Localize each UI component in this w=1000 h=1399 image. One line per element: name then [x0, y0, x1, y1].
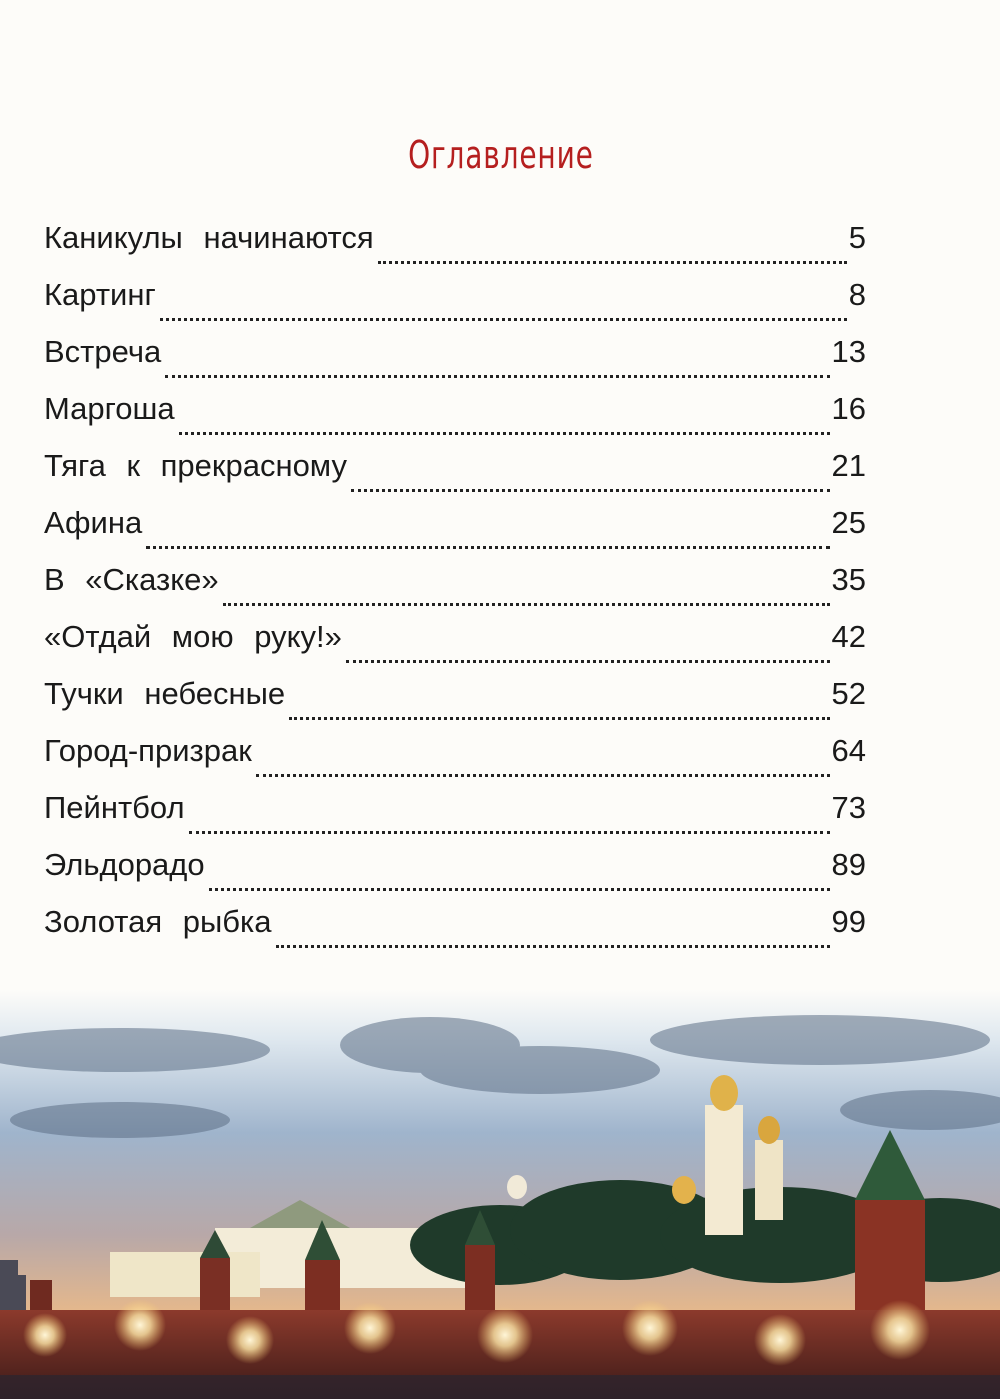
toc-entry-page: 16 — [831, 391, 866, 426]
toc-entry-page: 13 — [831, 334, 866, 369]
kremlin-night-illustration — [0, 990, 1000, 1399]
toc-entry-page: 52 — [831, 676, 866, 711]
dot-leader — [189, 831, 830, 834]
toc-entry-page: 5 — [848, 220, 866, 255]
dot-leader — [165, 375, 829, 378]
dot-leader — [179, 432, 830, 435]
toc-entry-title: Золотая рыбка — [44, 904, 272, 939]
toc-entry-title: Каникулы начинаются — [44, 220, 374, 255]
toc-entry-title: В «Сказке» — [44, 562, 219, 597]
toc-entry[interactable] — [44, 334, 866, 391]
toc-entry[interactable] — [44, 220, 866, 277]
toc-entry-title: Афина — [44, 505, 143, 540]
toc-entry[interactable] — [44, 562, 866, 619]
toc-entry[interactable] — [44, 619, 866, 676]
dot-leader — [146, 546, 829, 549]
toc-entry[interactable] — [44, 733, 866, 790]
toc-entry-page: 64 — [831, 733, 866, 768]
toc-entry[interactable] — [44, 676, 866, 733]
toc-entry[interactable] — [44, 448, 866, 505]
toc-entry-title: Город-призрак — [44, 733, 252, 768]
toc-entry-title: Тяга к прекрасному — [44, 448, 347, 483]
dot-leader — [289, 717, 829, 720]
toc-entry[interactable] — [44, 847, 866, 904]
dot-leader — [256, 774, 830, 777]
dot-leader — [223, 603, 830, 606]
page-title: Оглавление — [408, 133, 594, 178]
toc-entry-title: «Отдай мою руку!» — [44, 619, 342, 654]
toc-entry-title: Маргоша — [44, 391, 175, 426]
dot-leader — [378, 261, 847, 264]
toc-entry-title: Эльдорадо — [44, 847, 205, 882]
toc-entry[interactable] — [44, 391, 866, 448]
dot-leader — [160, 318, 847, 321]
toc-entry-title: Картинг — [44, 277, 156, 312]
toc-entry-page: 89 — [831, 847, 866, 882]
river — [0, 1375, 1000, 1399]
toc-entry-title: Встреча — [44, 334, 162, 369]
toc-entry[interactable] — [44, 277, 866, 334]
toc-entry[interactable] — [44, 904, 866, 961]
toc-entry-page: 8 — [848, 277, 866, 312]
toc-entry-page: 99 — [831, 904, 866, 939]
toc-entry-page: 21 — [831, 448, 866, 483]
toc-entry-page: 35 — [831, 562, 866, 597]
toc-entry[interactable] — [44, 790, 866, 847]
toc-entry-page: 25 — [831, 505, 866, 540]
toc-entry-page: 73 — [831, 790, 866, 825]
toc-entry-title: Тучки небесные — [44, 676, 286, 711]
toc-list — [44, 220, 866, 961]
dot-leader — [346, 660, 830, 663]
toc-entry-page: 42 — [831, 619, 866, 654]
toc-entry[interactable] — [44, 505, 866, 562]
dot-leader — [209, 888, 830, 891]
dot-leader — [276, 945, 830, 948]
dot-leader — [351, 489, 830, 492]
toc-entry-title: Пейнтбол — [44, 790, 185, 825]
